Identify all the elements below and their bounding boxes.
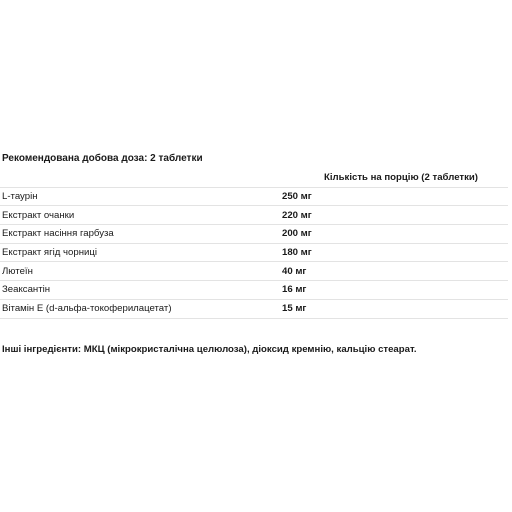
ingredient-amount: 250 мг bbox=[276, 187, 508, 206]
table-row bbox=[0, 225, 508, 244]
table-row bbox=[0, 206, 508, 225]
ingredient-name: Екстракт очанки bbox=[0, 206, 276, 225]
other-ingredients-text: Інші інгредієнти: МКЦ (мікрокристалічна целюлоза), діоксид кремнію, кальцію стеарат. bbox=[2, 344, 417, 355]
ingredient-column-header bbox=[0, 169, 276, 187]
ingredient-name: L-таурін bbox=[0, 187, 276, 206]
ingredient-amount: 220 мг bbox=[276, 206, 508, 225]
ingredient-name: Лютеїн bbox=[0, 262, 276, 281]
table-header-row bbox=[0, 169, 508, 187]
table-row bbox=[0, 299, 508, 318]
table-row bbox=[0, 281, 508, 300]
ingredient-amount: 15 мг bbox=[276, 299, 508, 318]
supplement-facts-table bbox=[0, 169, 508, 319]
ingredient-amount: 200 мг bbox=[276, 225, 508, 244]
ingredient-name: Зеаксантін bbox=[0, 281, 276, 300]
ingredient-amount: 40 мг bbox=[276, 262, 508, 281]
ingredient-amount: 16 мг bbox=[276, 281, 508, 300]
ingredient-name: Вітамін Е (d-альфа-токоферилацетат) bbox=[0, 299, 276, 318]
ingredient-amount: 180 мг bbox=[276, 243, 508, 262]
recommended-dose-text: Рекомендована добова доза: 2 таблетки bbox=[2, 153, 203, 164]
table-row bbox=[0, 187, 508, 206]
ingredient-name: Екстракт ягід чорниці bbox=[0, 243, 276, 262]
table-row bbox=[0, 243, 508, 262]
amount-column-header: Кількість на порцію (2 таблетки) bbox=[276, 169, 508, 187]
ingredient-name: Екстракт насіння гарбуза bbox=[0, 225, 276, 244]
table-row bbox=[0, 262, 508, 281]
